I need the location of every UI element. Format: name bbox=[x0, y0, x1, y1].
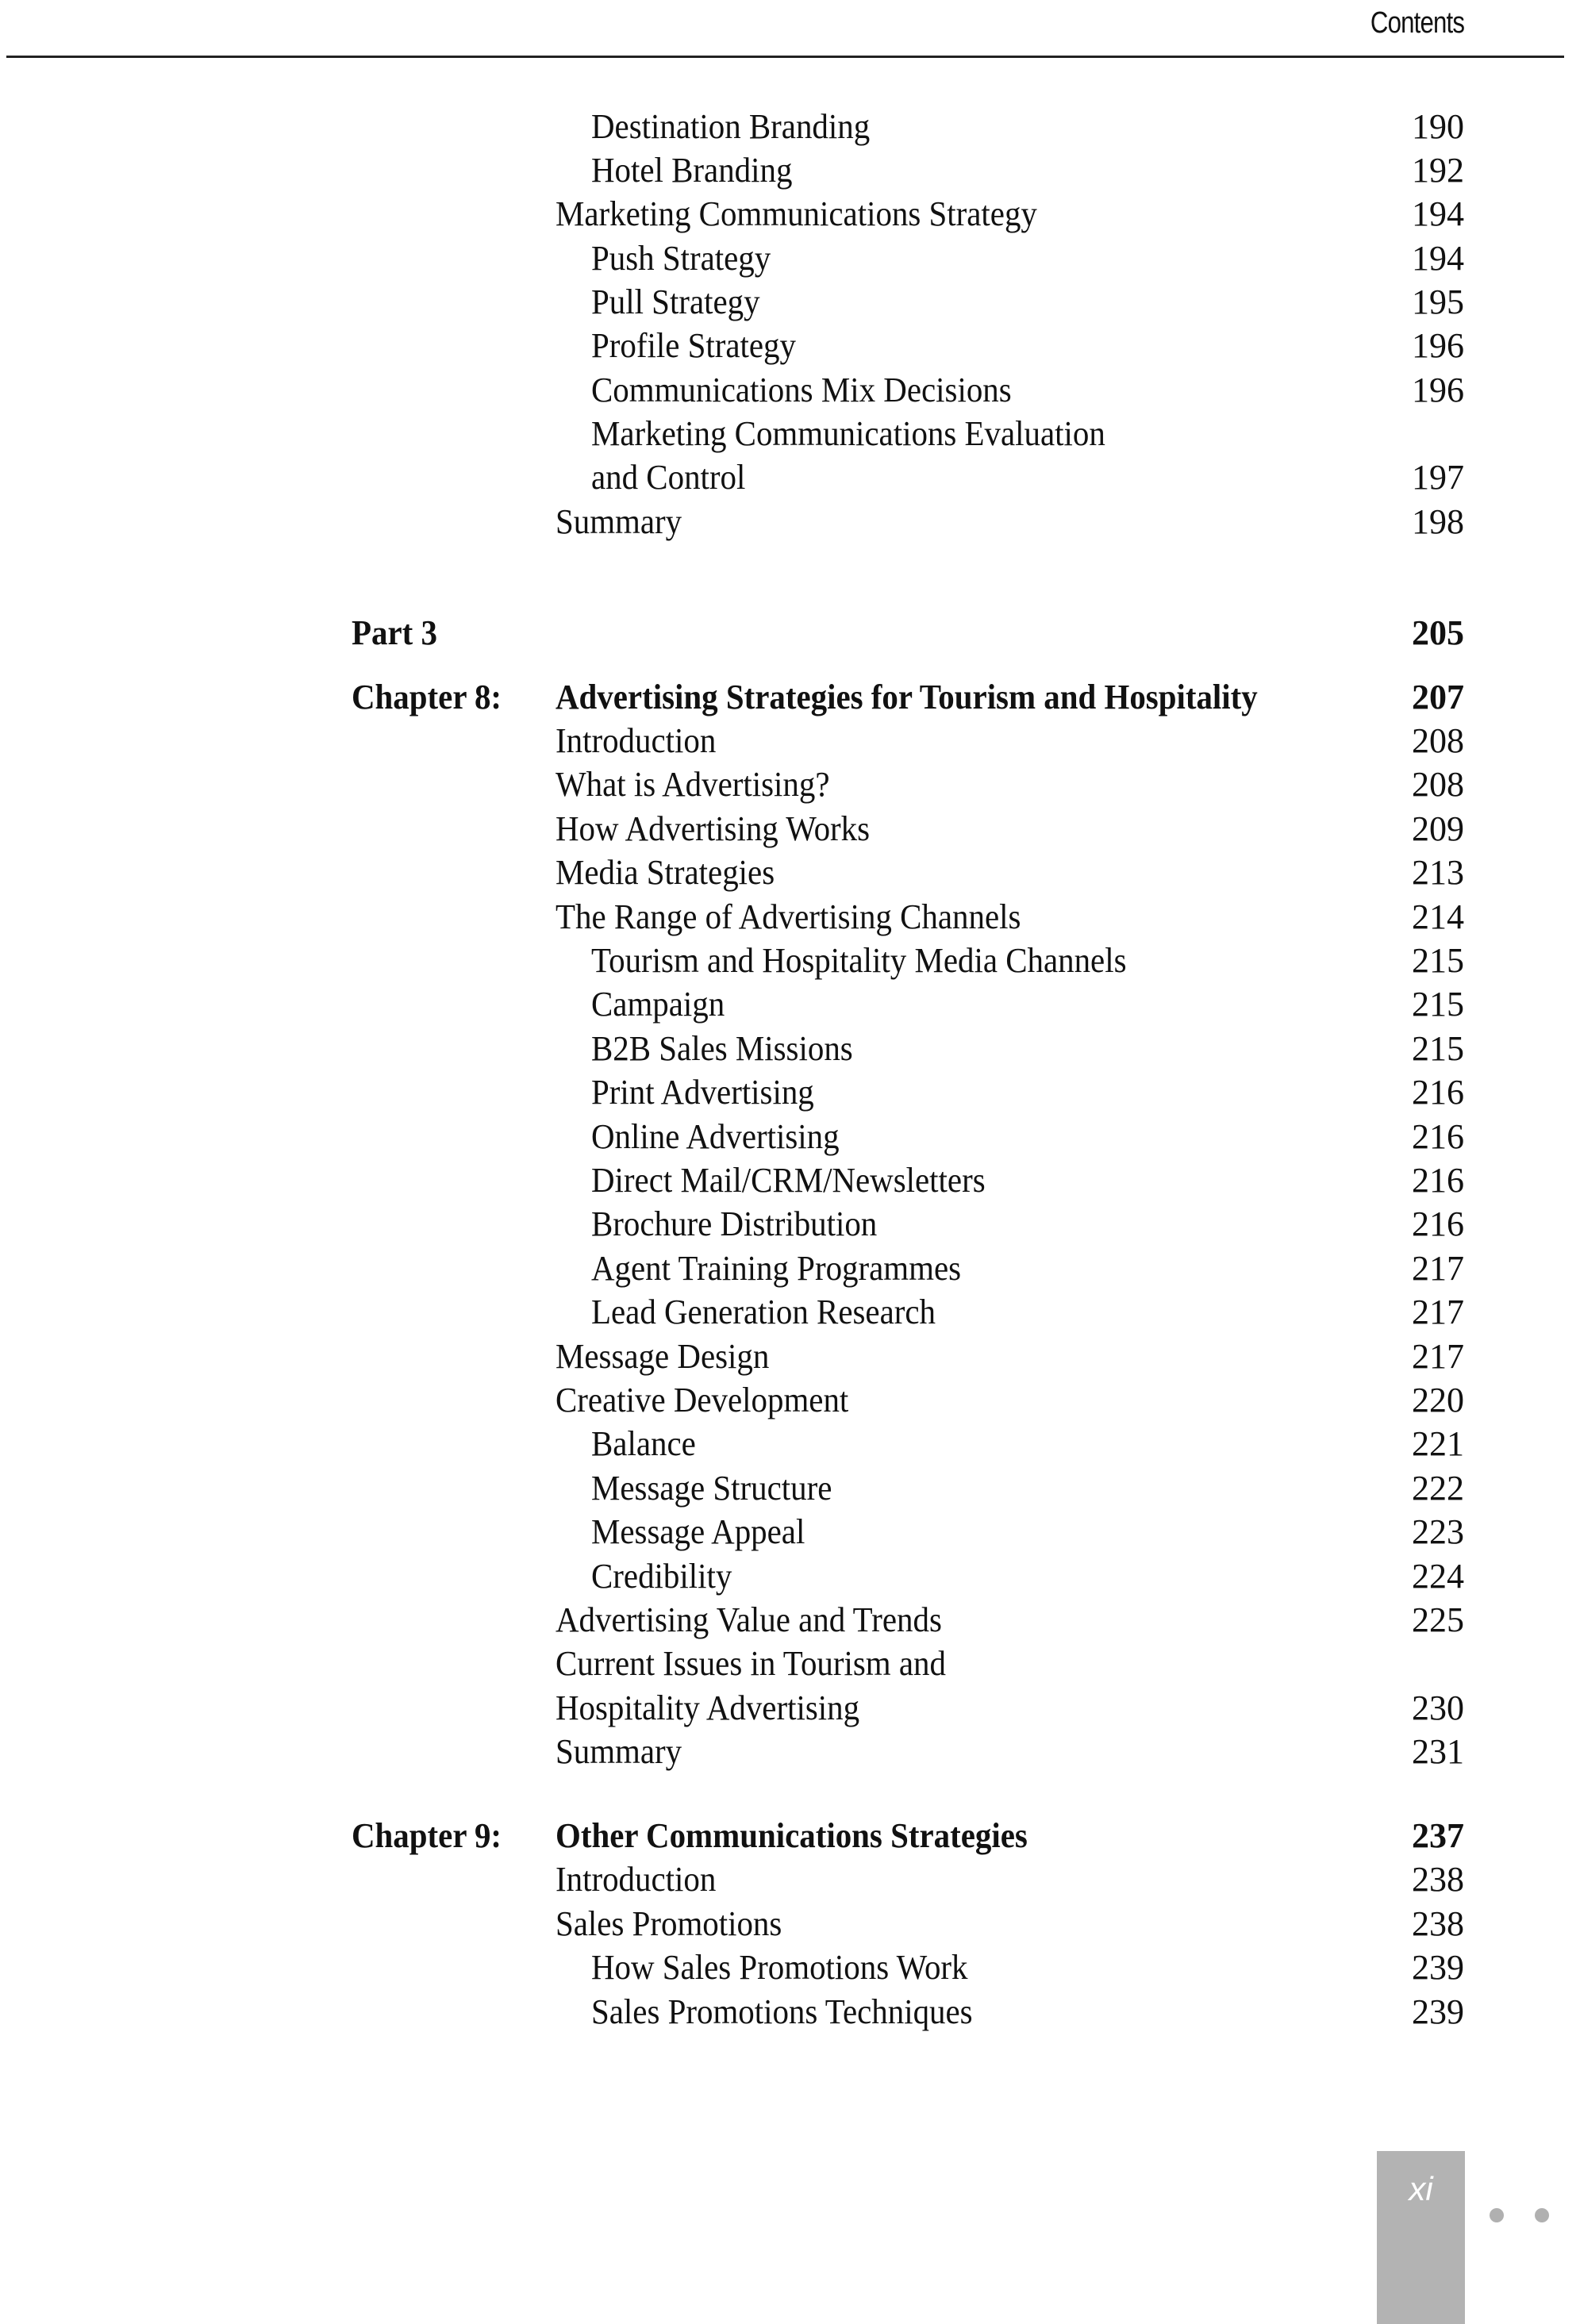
toc-entry[interactable] bbox=[0, 1378, 1580, 1423]
toc-entry-page: 223 bbox=[1412, 1512, 1464, 1551]
toc-entry-page: 195 bbox=[1412, 282, 1464, 321]
toc-entry-title: How Advertising Works bbox=[555, 809, 871, 848]
toc-entry-page: 190 bbox=[1412, 107, 1464, 146]
chapter-label: Chapter 9: bbox=[352, 1816, 502, 1855]
toc-entry-page: 216 bbox=[1412, 1117, 1464, 1156]
toc-entry-page: 194 bbox=[1412, 194, 1464, 233]
toc-entry-page: 224 bbox=[1412, 1557, 1464, 1596]
chapter-page: 237 bbox=[1412, 1816, 1464, 1855]
toc-entry-title: Advertising Value and Trends bbox=[555, 1600, 942, 1639]
toc-entry[interactable] bbox=[0, 236, 1580, 281]
toc-entry-page: 222 bbox=[1412, 1469, 1464, 1508]
toc-entry-page: 196 bbox=[1412, 371, 1464, 409]
toc-entry[interactable] bbox=[0, 982, 1580, 1027]
toc-entry[interactable] bbox=[0, 1335, 1580, 1379]
decorative-dot-icon bbox=[1490, 2208, 1504, 2222]
toc-entry-title: Marketing Communications Strategy bbox=[555, 194, 1037, 233]
toc-entry-page: 217 bbox=[1412, 1249, 1464, 1288]
toc-entry-page: 194 bbox=[1412, 239, 1464, 278]
toc-entry-page: 192 bbox=[1412, 151, 1464, 190]
toc-entry-page: 231 bbox=[1412, 1732, 1464, 1771]
toc-entry[interactable] bbox=[0, 1027, 1580, 1071]
toc-entry[interactable] bbox=[0, 851, 1580, 895]
toc-entry-page: 220 bbox=[1412, 1381, 1464, 1419]
toc-entry-page: 225 bbox=[1412, 1600, 1464, 1639]
toc-entry-title: Creative Development bbox=[555, 1381, 849, 1419]
toc-entry-page: 213 bbox=[1412, 853, 1464, 892]
toc-entry[interactable] bbox=[0, 105, 1580, 149]
toc-entry[interactable] bbox=[0, 1598, 1580, 1642]
toc-entry-title: Lead Generation Research bbox=[591, 1293, 936, 1331]
toc-entry[interactable] bbox=[0, 1070, 1580, 1115]
toc-entry-page: 215 bbox=[1412, 1029, 1464, 1068]
toc-entry-title: Direct Mail/CRM/Newsletters bbox=[591, 1161, 986, 1200]
toc-entry[interactable] bbox=[0, 280, 1580, 325]
toc-entry-page: 221 bbox=[1412, 1424, 1464, 1463]
toc-entry-page: 208 bbox=[1412, 765, 1464, 804]
toc-entry-title: B2B Sales Missions bbox=[591, 1029, 853, 1068]
toc-entry[interactable] bbox=[0, 1202, 1580, 1247]
toc-entry-title: Sales Promotions bbox=[555, 1904, 782, 1943]
toc-entry-page: 209 bbox=[1412, 809, 1464, 848]
toc-entry-page: 216 bbox=[1412, 1204, 1464, 1243]
chapter-title: Advertising Strategies for Tourism and Hospitality bbox=[555, 678, 1258, 716]
toc-entry-page: 238 bbox=[1412, 1860, 1464, 1899]
page-number-tab bbox=[1377, 2151, 1465, 2324]
page-number: xi bbox=[1409, 2170, 1433, 2207]
toc-entry[interactable] bbox=[0, 1946, 1580, 1990]
toc-entry[interactable] bbox=[0, 1642, 1580, 1686]
toc-entry-page: 239 bbox=[1412, 1948, 1464, 1987]
toc-entry-title: Introduction bbox=[555, 1860, 717, 1899]
toc-entry-title: Hotel Branding bbox=[591, 151, 793, 190]
toc-entry[interactable] bbox=[0, 148, 1580, 193]
toc-entry[interactable] bbox=[0, 1158, 1580, 1203]
toc-entry-page: 217 bbox=[1412, 1337, 1464, 1376]
toc-part-entry[interactable] bbox=[0, 611, 1580, 655]
toc-entry-page: 230 bbox=[1412, 1688, 1464, 1727]
toc-entry[interactable] bbox=[0, 1990, 1580, 2034]
toc-entry[interactable] bbox=[0, 1466, 1580, 1511]
toc-entry[interactable] bbox=[0, 324, 1580, 368]
toc-entry-page: 217 bbox=[1412, 1293, 1464, 1331]
toc-entry[interactable] bbox=[0, 719, 1580, 763]
toc-entry-page: 197 bbox=[1412, 458, 1464, 497]
toc-entry-title: Message Appeal bbox=[591, 1512, 805, 1551]
toc-entry-title: Online Advertising bbox=[591, 1117, 840, 1156]
toc-entry-title: Tourism and Hospitality Media Channels bbox=[591, 941, 1127, 980]
chapter-title: Other Communications Strategies bbox=[555, 1816, 1028, 1855]
toc-entry-title: Profile Strategy bbox=[591, 326, 796, 365]
toc-entry-title: Message Design bbox=[555, 1337, 770, 1376]
toc-entry-title: Message Structure bbox=[591, 1469, 832, 1508]
toc-entry-title: Credibility bbox=[591, 1557, 732, 1596]
toc-entry-title: Introduction bbox=[555, 721, 717, 760]
toc-entry-title: Media Strategies bbox=[555, 853, 775, 892]
chapter-page: 207 bbox=[1412, 678, 1464, 716]
decorative-dot-icon bbox=[1535, 2208, 1549, 2222]
toc-entry[interactable] bbox=[0, 412, 1580, 456]
toc-entry[interactable] bbox=[0, 1510, 1580, 1554]
toc-entry[interactable] bbox=[0, 1857, 1580, 1902]
toc-entry-page: 198 bbox=[1412, 502, 1464, 541]
toc-entry-title: What is Advertising? bbox=[555, 765, 830, 804]
toc-entry[interactable] bbox=[0, 1422, 1580, 1466]
toc-entry[interactable] bbox=[0, 763, 1580, 807]
toc-entry-title: Balance bbox=[591, 1424, 696, 1463]
toc-entry-title: Pull Strategy bbox=[591, 282, 760, 321]
toc-entry-title: and Control bbox=[591, 458, 746, 497]
toc-entry-page: 215 bbox=[1412, 985, 1464, 1024]
toc-entry[interactable] bbox=[0, 895, 1580, 939]
toc-entry-title: Sales Promotions Techniques bbox=[591, 1992, 973, 2031]
toc-entry-title: Push Strategy bbox=[591, 239, 771, 278]
toc-entry-title: Communications Mix Decisions bbox=[591, 371, 1012, 409]
toc-entry-page: 208 bbox=[1412, 721, 1464, 760]
toc-entry[interactable] bbox=[0, 368, 1580, 413]
toc-chapter-9[interactable] bbox=[0, 1814, 1580, 1858]
toc-entry[interactable] bbox=[0, 1730, 1580, 1774]
toc-entry-title: Brochure Distribution bbox=[591, 1204, 878, 1243]
toc-entry[interactable] bbox=[0, 1686, 1580, 1731]
toc-entry[interactable] bbox=[0, 1902, 1580, 1946]
toc-entry-title: Print Advertising bbox=[591, 1073, 814, 1112]
toc-entry-title: Campaign bbox=[591, 985, 725, 1024]
toc-entry[interactable] bbox=[0, 1247, 1580, 1291]
toc-entry-page: 196 bbox=[1412, 326, 1464, 365]
toc-entry[interactable] bbox=[0, 500, 1580, 544]
toc-entry[interactable] bbox=[0, 1290, 1580, 1335]
toc-entry[interactable] bbox=[0, 455, 1580, 500]
chapter-label: Chapter 8: bbox=[352, 678, 502, 716]
toc-entry-page: 216 bbox=[1412, 1161, 1464, 1200]
toc-entry-title: Destination Branding bbox=[591, 107, 871, 146]
toc-entry-title: Hospitality Advertising bbox=[555, 1688, 860, 1727]
toc-part-label: Part 3 bbox=[352, 613, 437, 652]
toc-entry-title: The Range of Advertising Channels bbox=[555, 897, 1021, 936]
toc-entry[interactable] bbox=[0, 192, 1580, 236]
toc-entry-title: How Sales Promotions Work bbox=[591, 1948, 968, 1987]
toc-entry[interactable] bbox=[0, 939, 1580, 983]
toc-entry[interactable] bbox=[0, 807, 1580, 851]
header-rule bbox=[6, 56, 1564, 58]
running-header-title: Contents bbox=[1370, 6, 1464, 40]
toc-part-page: 205 bbox=[1412, 613, 1464, 652]
toc-chapter-8[interactable] bbox=[0, 675, 1580, 720]
toc-entry-title: Summary bbox=[555, 502, 682, 541]
toc-entry-page: 239 bbox=[1412, 1992, 1464, 2031]
toc-entry[interactable] bbox=[0, 1554, 1580, 1599]
toc-entry-title: Summary bbox=[555, 1732, 682, 1771]
toc-entry-title: Marketing Communications Evaluation bbox=[591, 414, 1105, 453]
toc-entry-page: 216 bbox=[1412, 1073, 1464, 1112]
toc-entry-title: Current Issues in Tourism and bbox=[555, 1644, 946, 1683]
toc-entry-page: 214 bbox=[1412, 897, 1464, 936]
toc-entry[interactable] bbox=[0, 1115, 1580, 1159]
toc-entry-page: 215 bbox=[1412, 941, 1464, 980]
toc-entry-page: 238 bbox=[1412, 1904, 1464, 1943]
toc-entry-title: Agent Training Programmes bbox=[591, 1249, 962, 1288]
